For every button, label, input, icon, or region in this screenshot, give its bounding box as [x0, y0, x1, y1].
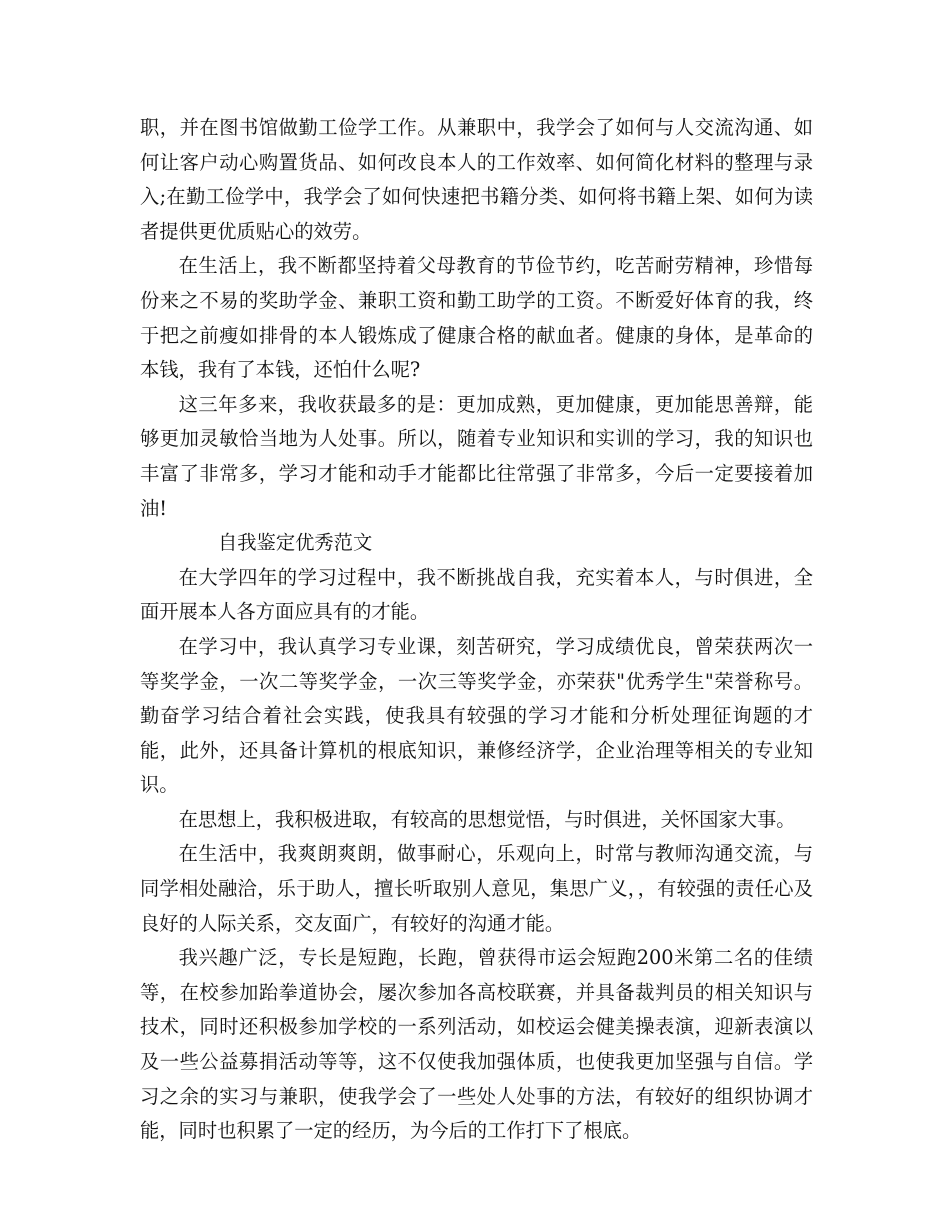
paragraph-four-years-study: 在大学四年的学习过程中，我不断挑战自我，充实着本人，与时俱进，全面开展本人各方面应具有的才能。 [140, 565, 813, 624]
section-heading: 自我鉴定优秀范文 [218, 531, 373, 555]
paragraph-academic-achievements: 在学习中，我认真学习专业课，刻苦研究，学习成绩优良，曾荣获两次一等奖学金，一次二等奖学金，一次三等奖学金，亦荣获"优秀学生"荣誉称号。勤奋学习结合着社会实践，使我具有较强的学习才能和分析处理征询题的才能，此外，还具备计算机的根底知识，兼修经济学，企业治理等相关的专业知识。 [140, 634, 813, 797]
document-body [140, 111, 813, 1149]
paragraph-interests-activities: 我兴趣广泛，专长是短跑，长跑，曾获得市运会短跑200米第二名的佳绩等，在校参加跆拳道协会，屡次参加各高校联赛，并具备裁判员的相关知识与技术，同时还积极参加学校的一系列活动，如校运会健美操表演，迎新表演以及一些公益募捐活动等等，这不仅使我加强体质，也使我更加坚强与自信。学习之余的实习与兼职，使我学会了一些处人处事的方法，有较好的组织协调才能，同时也积累了一定的经历，为今后的工作打下了根底。 [140, 946, 813, 1143]
paragraph-life-frugality: 在生活上，我不断都坚持着父母教育的节俭节约，吃苦耐劳精神，珍惜每份来之不易的奖助学金、兼职工资和勤工助学的工资。不断爱好体育的我，终于把之前瘦如排骨的本人锻炼成了健康合格的献血者。健康的身体，是革命的本钱，我有了本钱，还怕什么呢? [140, 254, 813, 382]
paragraph-part-time-work: 职，并在图书馆做勤工俭学工作。从兼职中，我学会了如何与人交流沟通、如何让客户动心购置货品、如何改良本人的工作效率、如何简化材料的整理与录入;在勤工俭学中，我学会了如何快速把书籍分类、如何将书籍上架、如何为读者提供更优质贴心的效劳。 [140, 116, 813, 243]
paragraph-ideology: 在思想上，我积极进取，有较高的思想觉悟，与时俱进，关怀国家大事。 [178, 807, 796, 831]
paragraph-personality: 在生活中，我爽朗爽朗，做事耐心，乐观向上，时常与教师沟通交流，与同学相处融洽，乐于助人，擅长听取别人意见，集思广义，，有较强的责任心及良好的人际关系，交友面广，有较好的沟通才能。 [140, 842, 813, 935]
paragraph-three-years-gains: 这三年多来，我收获最多的是：更加成熟，更加健康，更加能思善辩，能够更加灵敏恰当地为人处事。所以，随着专业知识和实训的学习，我的知识也丰富了非常多，学习才能和动手才能都比往常强了非常多，今后一定要接着加油! [140, 392, 813, 520]
